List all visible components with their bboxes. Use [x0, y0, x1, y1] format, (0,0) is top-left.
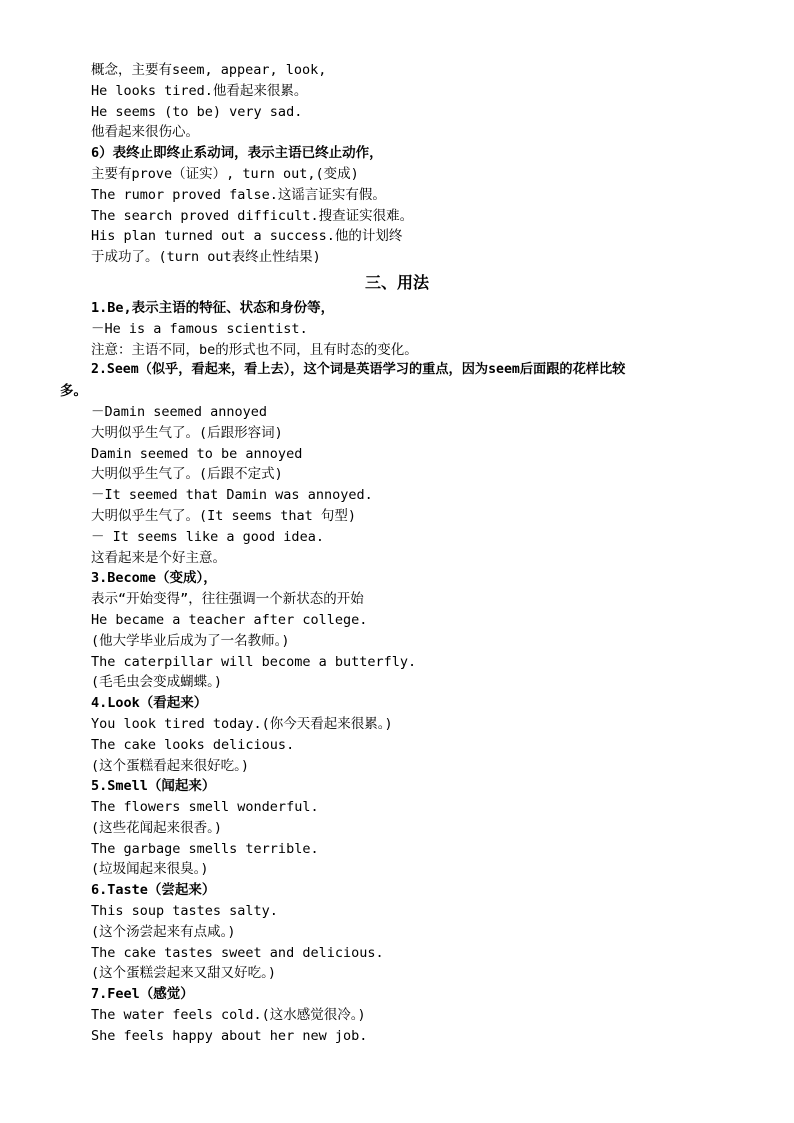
text-line: The garbage smells terrible. [91, 840, 319, 857]
section-6-title: 6）表终止即终止系动词，表示主语已终止动作， [91, 145, 383, 162]
text-line: (这个汤尝起来有点咸。) [91, 923, 236, 940]
text-line: 大明似乎生气了。(后跟不定式) [91, 466, 283, 483]
text-line: The search proved difficult.搜查证实很难。 [91, 207, 414, 224]
text-line: －Damin seemed annoyed [91, 403, 268, 420]
text-line: He looks tired.他看起来很累。 [91, 82, 308, 99]
text-line: 主要有prove（证实）, turn out,(变成) [91, 165, 359, 182]
text-line: 大明似乎生气了。(后跟形容词) [91, 424, 283, 441]
item-6-title: 6.Taste（尝起来） [91, 882, 216, 899]
text-line: 大明似乎生气了。(It seems that 句型) [91, 507, 357, 524]
item-7-title: 7.Feel（感觉） [91, 986, 194, 1003]
item-4-title: 4.Look（看起来） [91, 695, 208, 712]
text-line: The caterpillar will become a butterfly. [91, 653, 417, 670]
item-2-title: 2.Seem（似乎，看起来，看上去），这个词是英语学习的重点，因为seem后面跟的花样比较 [91, 362, 626, 378]
text-line: － It seems like a good idea. [91, 528, 324, 545]
text-line: 概念，主要有seem, appear, look, [91, 62, 327, 78]
text-line: (这个蛋糕看起来很好吃。) [91, 757, 250, 774]
text-line: 注意：主语不同，be的形式也不同，且有时态的变化。 [91, 341, 418, 358]
item-2-title-continuation: 多。 [60, 383, 87, 400]
text-line: His plan turned out a success.他的计划终 [91, 228, 403, 245]
text-line: He seems (to be) very sad. [91, 103, 303, 120]
document-page [0, 60, 794, 1047]
text-line: The cake looks delicious. [91, 736, 295, 753]
item-1-title: 1.Be,表示主语的特征、状态和身份等， [91, 299, 335, 316]
text-line: She feels happy about her new job. [91, 1027, 368, 1044]
section-heading: 三、用法 [364, 272, 429, 292]
text-line: 于成功了。(turn out表终止性结果) [91, 249, 321, 266]
text-line: This soup tastes salty. [91, 903, 278, 920]
text-line: The cake tastes sweet and delicious. [91, 944, 384, 961]
text-line: Damin seemed to be annoyed [91, 445, 303, 462]
text-line: －He is a famous scientist. [91, 320, 308, 337]
text-line: 这看起来是个好主意。 [91, 549, 226, 566]
text-line: You look tired today.(你今天看起来很累。) [91, 715, 393, 732]
text-line: (垃圾闻起来很臭。) [91, 861, 209, 878]
item-5-title: 5.Smell（闻起来） [91, 778, 216, 795]
text-line: (他大学毕业后成为了一名教师。) [91, 632, 290, 649]
item-3-title: 3.Become（变成）， [91, 570, 217, 587]
text-line: (这个蛋糕尝起来又甜又好吃。) [91, 965, 277, 982]
text-line: (这些花闻起来很香。) [91, 819, 223, 836]
text-line: The rumor proved false.这谣言证实有假。 [91, 186, 386, 203]
text-line: －It seemed that Damin was annoyed. [91, 487, 373, 504]
text-line: The flowers smell wonderful. [91, 799, 319, 816]
text-line: 他看起来很伤心。 [91, 124, 199, 141]
text-line: He became a teacher after college. [91, 611, 368, 628]
text-line: 表示“开始变得”，往往强调一个新状态的开始 [91, 591, 364, 608]
text-line: The water feels cold.(这水感觉很冷。) [91, 1007, 366, 1024]
text-line: (毛毛虫会变成蝴蝶。) [91, 674, 223, 691]
